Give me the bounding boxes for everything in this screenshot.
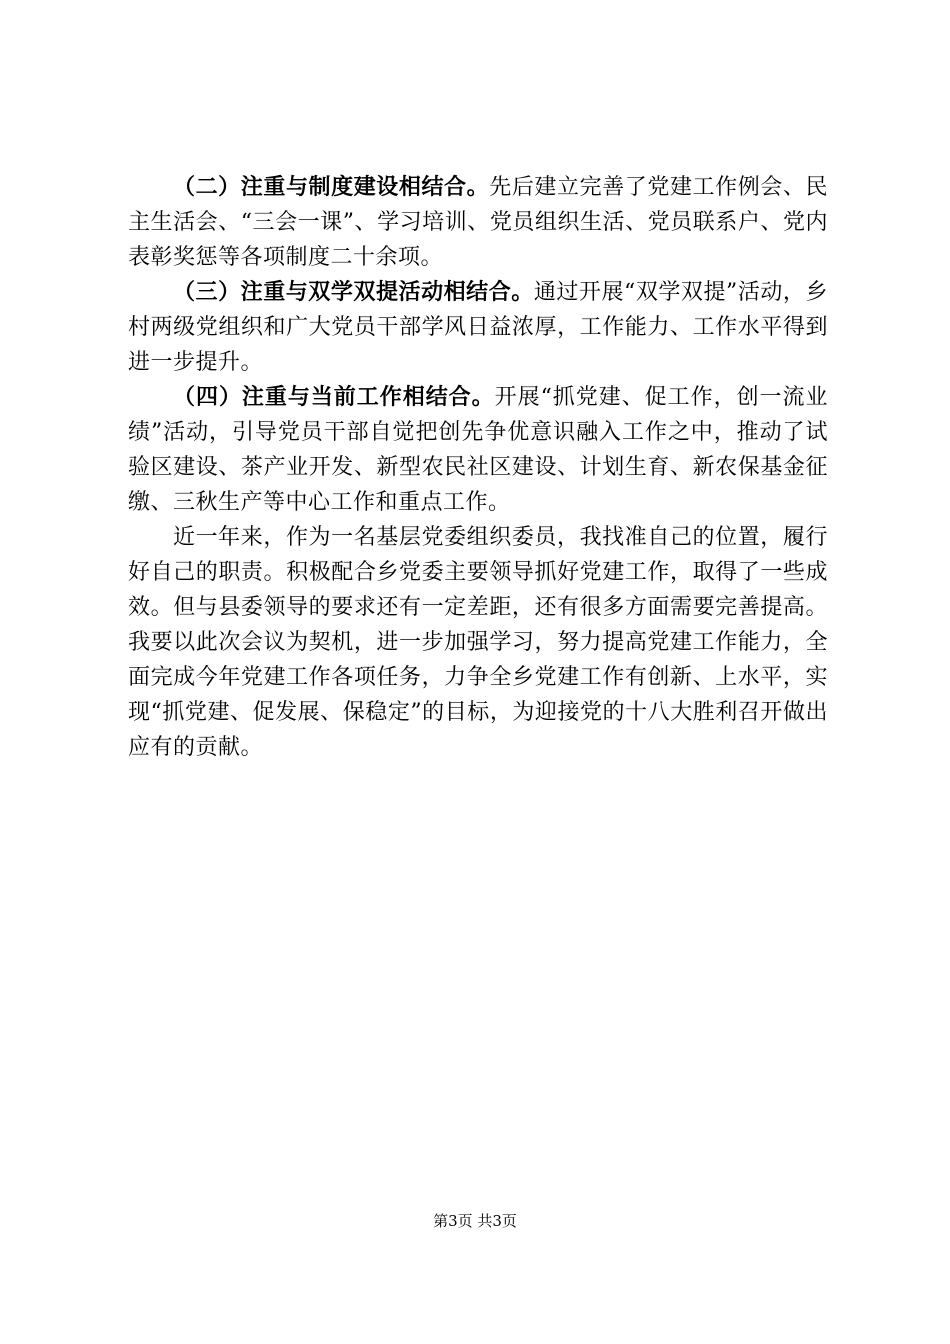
paragraph-conclusion xyxy=(128,520,828,765)
document-body xyxy=(128,170,828,765)
paragraph-heading: （二）注重与制度建设相结合。 xyxy=(173,175,490,200)
paragraph-system-building xyxy=(128,170,828,275)
paragraph-text: 通过开展“双学双提”活动，乡村两级党组织和广大党员干部学风日益浓厚，工作能力、工作水平得到进一步提升。 xyxy=(128,280,828,375)
paragraph-heading: （四）注重与当前工作相结合。 xyxy=(173,385,495,410)
paragraph-text: 先后建立完善了党建工作例会、民主生活会、“三会一课”、学习培训、党员组织生活、党员联系户、党内表彰奖惩等各项制度二十余项。 xyxy=(128,175,828,270)
paragraph-text: 近一年来，作为一名基层党委组织委员，我找准自己的位置，履行好自己的职责。积极配合乡党委主要领导抓好党建工作，取得了一些成效。但与县委领导的要求还有一定差距，还有很多方面需要完善提高。我要以此次会议为契机，进一步加强学习，努力提高党建工作能力，全面完成今年党建工作各项任务，力争全乡党建工作有创新、上水平，实现“抓党建、促发展、保稳定”的目标，为迎接党的十八大胜利召开做出应有的贡献。 xyxy=(128,525,828,760)
paragraph-heading: （三）注重与双学双提活动相结合。 xyxy=(173,280,534,305)
page-number-footer: 第3页 共3页 xyxy=(433,1212,517,1230)
paragraph-current-work xyxy=(128,380,828,520)
paragraph-text: 开展“抓党建、促工作，创一流业绩”活动，引导党员干部自觉把创先争优意识融入工作之中，推动了试验区建设、茶产业开发、新型农民社区建设、计划生育、新农保基金征缴、三秋生产等中心工作和重点工作。 xyxy=(128,385,828,515)
paragraph-double-learning xyxy=(128,275,828,380)
